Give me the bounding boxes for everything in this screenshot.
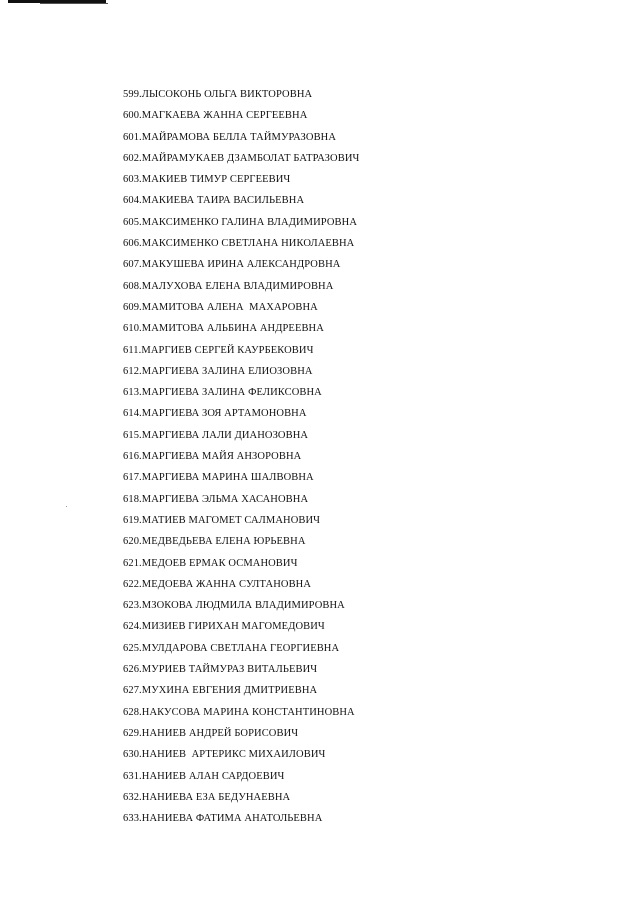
list-item: 625.МУЛДАРОВА СВЕТЛАНА ГЕОРГИЕВНА xyxy=(123,642,340,654)
list-item: 599.ЛЫСОКОНЬ ОЛЬГА ВИКТОРОВНА xyxy=(123,89,313,100)
scan-artifact-line xyxy=(40,3,108,4)
list-item: 629.НАНИЕВ АНДРЕЙ БОРИСОВИЧ xyxy=(123,727,299,739)
list-item: 606.МАКСИМЕНКО СВЕТЛАНА НИКОЛАЕВНА xyxy=(123,238,355,250)
list-item: 603.МАКИЕВ ТИМУР СЕРГЕЕВИЧ xyxy=(123,174,291,186)
list-item: 619.МАТИЕВ МАГОМЕТ САЛМАНОВИЧ xyxy=(123,514,321,526)
list-item: 601.МАЙРАМОВА БЕЛЛА ТАЙМУРАЗОВНА xyxy=(123,131,337,143)
name-list xyxy=(123,84,359,829)
list-item: 633.НАНИЕВА ФАТИМА АНАТОЛЬЕВНА xyxy=(123,813,323,825)
list-item: 622.МЕДОЕВА ЖАННА СУЛТАНОВНА xyxy=(123,578,312,590)
list-item: 610.МАМИТОВА АЛЬБИНА АНДРЕЕВНА xyxy=(123,323,324,335)
list-item: 632.НАНИЕВА ЕЗА БЕДУНАЕВНА xyxy=(123,791,291,803)
list-item: 623.МЗОКОВА ЛЮДМИЛА ВЛАДИМИРОВНА xyxy=(123,600,345,612)
list-item: 620.МЕДВЕДЬЕВА ЕЛЕНА ЮРЬЕВНА xyxy=(123,536,306,548)
list-item: 616.МАРГИЕВА МАЙЯ АНЗОРОВНА xyxy=(123,451,302,463)
list-item: 612.МАРГИЕВА ЗАЛИНА ЕЛИОЗОВНА xyxy=(123,365,313,377)
list-item: 621.МЕДОЕВ ЕРМАК ОСМАНОВИЧ xyxy=(123,557,298,569)
list-item: 624.МИЗИЕВ ГИРИХАН МАГОМЕДОВИЧ xyxy=(123,621,325,633)
list-item: 600.МАГКАЕВА ЖАННА СЕРГЕЕВНА xyxy=(123,110,308,122)
list-item: 615.МАРГИЕВА ЛАЛИ ДИАНОЗОВНА xyxy=(123,429,309,441)
list-item: 609.МАМИТОВА АЛЕНА МАХАРОВНА xyxy=(123,301,318,313)
list-item: 614.МАРГИЕВА ЗОЯ АРТАМОНОВНА xyxy=(123,408,307,420)
list-item: 626.МУРИЕВ ТАЙМУРАЗ ВИТАЛЬЕВИЧ xyxy=(123,664,318,676)
list-item: 605.МАКСИМЕНКО ГАЛИНА ВЛАДИМИРОВНА xyxy=(123,216,357,228)
list-item: 630.НАНИЕВ АРТЕРИКС МИХАИЛОВИЧ xyxy=(123,749,326,761)
list-item: 631.НАНИЕВ АЛАН САРДОЕВИЧ xyxy=(123,770,285,782)
list-item: 628.НАКУСОВА МАРИНА КОНСТАНТИНОВНА xyxy=(123,706,355,718)
list-item: 607.МАКУШЕВА ИРИНА АЛЕКСАНДРОВНА xyxy=(123,259,341,271)
list-item: 604.МАКИЕВА ТАИРА ВАСИЛЬЕВНА xyxy=(123,195,305,207)
list-item: 617.МАРГИЕВА МАРИНА ШАЛВОВНА xyxy=(123,472,314,484)
list-item: 627.МУХИНА ЕВГЕНИЯ ДМИТРИЕВНА xyxy=(123,685,318,697)
list-item: 611.МАРГИЕВ СЕРГЕЙ КАУРБЕКОВИЧ xyxy=(123,344,314,356)
scan-artifact-dot xyxy=(66,506,67,507)
list-item: 613.МАРГИЕВА ЗАЛИНА ФЕЛИКСОВНА xyxy=(123,387,322,399)
list-item: 602.МАЙРАМУКАЕВ ДЗАМБОЛАТ БАТРАЗОВИЧ xyxy=(123,152,360,164)
list-item: 608.МАЛУХОВА ЕЛЕНА ВЛАДИМИРОВНА xyxy=(123,280,334,292)
list-item: 618.МАРГИЕВА ЭЛЬМА ХАСАНОВНА xyxy=(123,493,309,505)
